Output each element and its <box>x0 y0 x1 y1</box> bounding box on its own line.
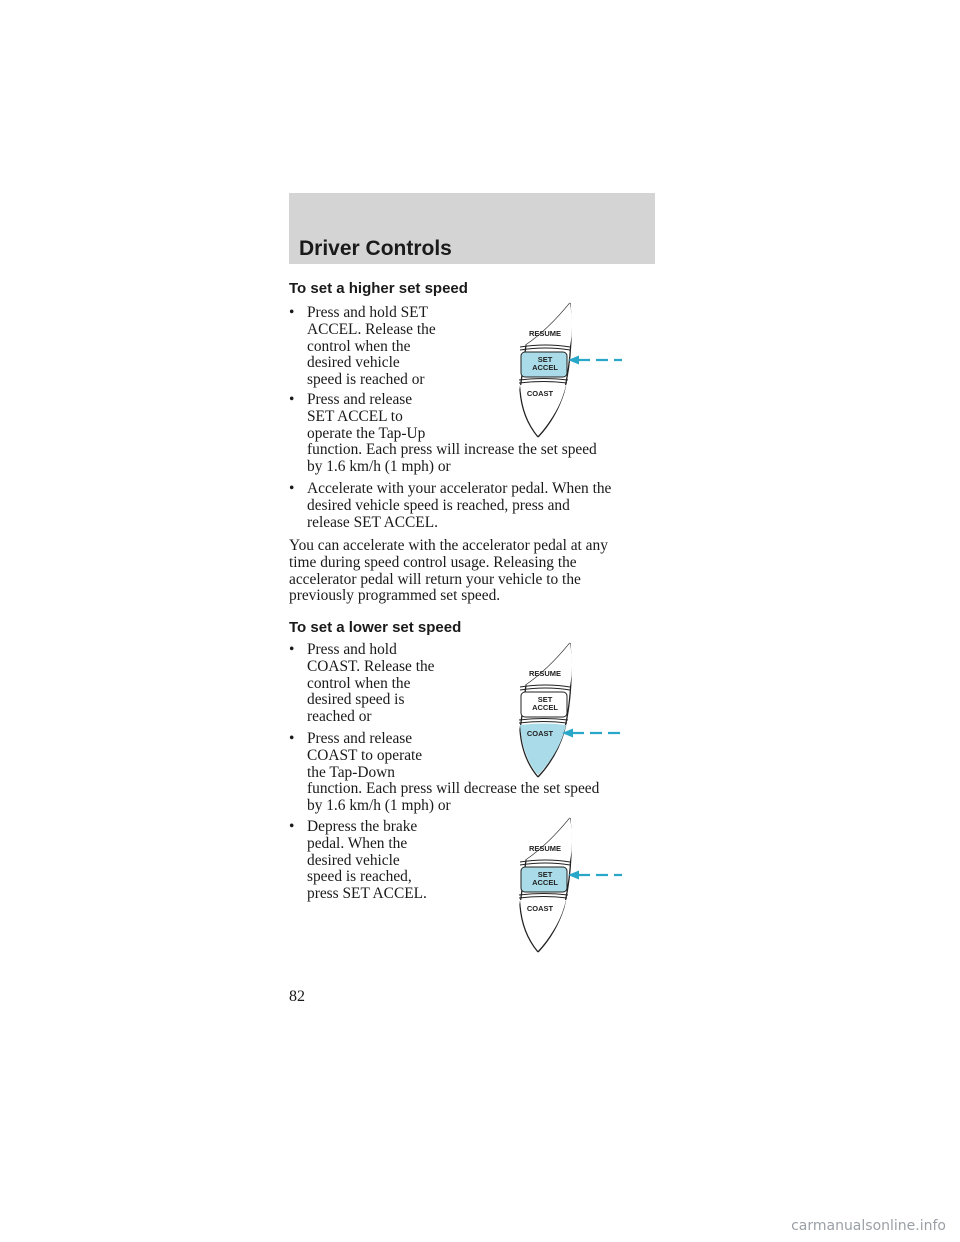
divider-line <box>519 719 568 721</box>
text-line: Depress the brake <box>307 818 418 835</box>
text-line: SET ACCEL to <box>307 407 403 425</box>
bullet-glyph: • <box>289 391 295 408</box>
text-line: by 1.6 km/h (1 mph) or <box>307 458 451 476</box>
divider-line <box>519 897 567 899</box>
text-line: pedal. When the <box>307 834 408 852</box>
text-line: operate the Tap-Up <box>307 424 426 442</box>
text-line: the Tap-Down <box>307 763 395 781</box>
divider-line <box>520 688 570 690</box>
accel-label: ACCEL <box>532 878 558 887</box>
divider-line <box>520 345 570 347</box>
text-line: by 1.6 km/h (1 mph) or <box>307 797 451 815</box>
divider-line <box>520 860 570 862</box>
text-line: press SET ACCEL. <box>307 885 427 903</box>
bullet-text <box>307 481 611 531</box>
text-line: Press and hold SET <box>307 304 428 321</box>
bullet-glyph: • <box>289 480 295 497</box>
text-line: speed is reached, <box>307 868 412 886</box>
text-line: desired vehicle <box>307 851 400 869</box>
text-line: ACCEL. Release the <box>307 320 436 338</box>
heading-lower-set-speed: To set a lower set speed <box>289 619 462 636</box>
accel-label: ACCEL <box>532 363 558 372</box>
bullet-glyph: • <box>289 818 295 835</box>
text-line: control when the <box>307 674 411 692</box>
divider-line <box>520 685 570 687</box>
text-line: Accelerate with your accelerator pedal. When the <box>307 480 612 497</box>
watermark: carmanualsonline.info <box>791 1218 946 1234</box>
speed-control-diagram <box>498 815 628 955</box>
resume-label: RESUME <box>528 669 562 678</box>
text-line: You can accelerate with the accelerator pedal at any <box>289 537 608 554</box>
text-line: speed is reached or <box>307 371 425 389</box>
speed-control-diagram <box>498 300 628 440</box>
coast-label: COAST <box>526 729 554 738</box>
bullet-glyph: • <box>289 641 295 658</box>
divider-line <box>519 722 567 724</box>
set-label: SET <box>537 355 553 364</box>
accel-label: ACCEL <box>532 703 558 712</box>
text-line: control when the <box>307 337 411 355</box>
text-line: Press and release <box>307 730 413 747</box>
text-line: function. Each press will decrease the set speed <box>307 780 600 798</box>
heading-higher-set-speed: To set a higher set speed <box>289 280 468 297</box>
coast-label: COAST <box>526 389 554 398</box>
text-line: COAST to operate <box>307 746 423 764</box>
resume-label: RESUME <box>528 844 562 853</box>
text-line: time during speed control usage. Releasing the <box>289 553 577 571</box>
text-line: desired vehicle speed is reached, press and <box>307 496 570 514</box>
speed-control-figure <box>498 300 628 445</box>
coast-label: COAST <box>526 904 554 913</box>
text-line: accelerator pedal will return your vehicle to the <box>289 570 581 588</box>
speed-control-figure <box>498 640 628 785</box>
text-line: COAST. Release the <box>307 657 435 675</box>
divider-line <box>520 348 570 350</box>
body-paragraph <box>289 538 608 605</box>
text-line: Press and release <box>307 391 413 408</box>
text-line: release SET ACCEL. <box>307 513 438 531</box>
text-line: reached or <box>307 708 372 726</box>
set-label: SET <box>537 695 553 704</box>
section-header-band <box>289 193 655 264</box>
divider-line <box>520 863 570 865</box>
divider-line <box>519 379 568 381</box>
section-title: Driver Controls <box>299 237 452 260</box>
text-line: previously programmed set speed. <box>289 587 501 605</box>
text-line: desired speed is <box>307 691 405 709</box>
speed-control-diagram <box>498 640 628 780</box>
set-label: SET <box>537 870 553 879</box>
page-number: 82 <box>289 988 305 1005</box>
bullet-text <box>307 819 427 903</box>
bullet-glyph: • <box>289 730 295 747</box>
speed-control-figure <box>498 815 628 960</box>
divider-line <box>519 382 567 384</box>
text-line: desired vehicle <box>307 354 400 372</box>
resume-label: RESUME <box>528 329 562 338</box>
bullet-text <box>307 642 435 726</box>
bullet-glyph: • <box>289 304 295 321</box>
divider-line <box>519 894 568 896</box>
bullet-text <box>307 305 436 389</box>
text-line: Press and hold <box>307 641 397 658</box>
text-line: function. Each press will increase the set speed <box>307 441 597 459</box>
